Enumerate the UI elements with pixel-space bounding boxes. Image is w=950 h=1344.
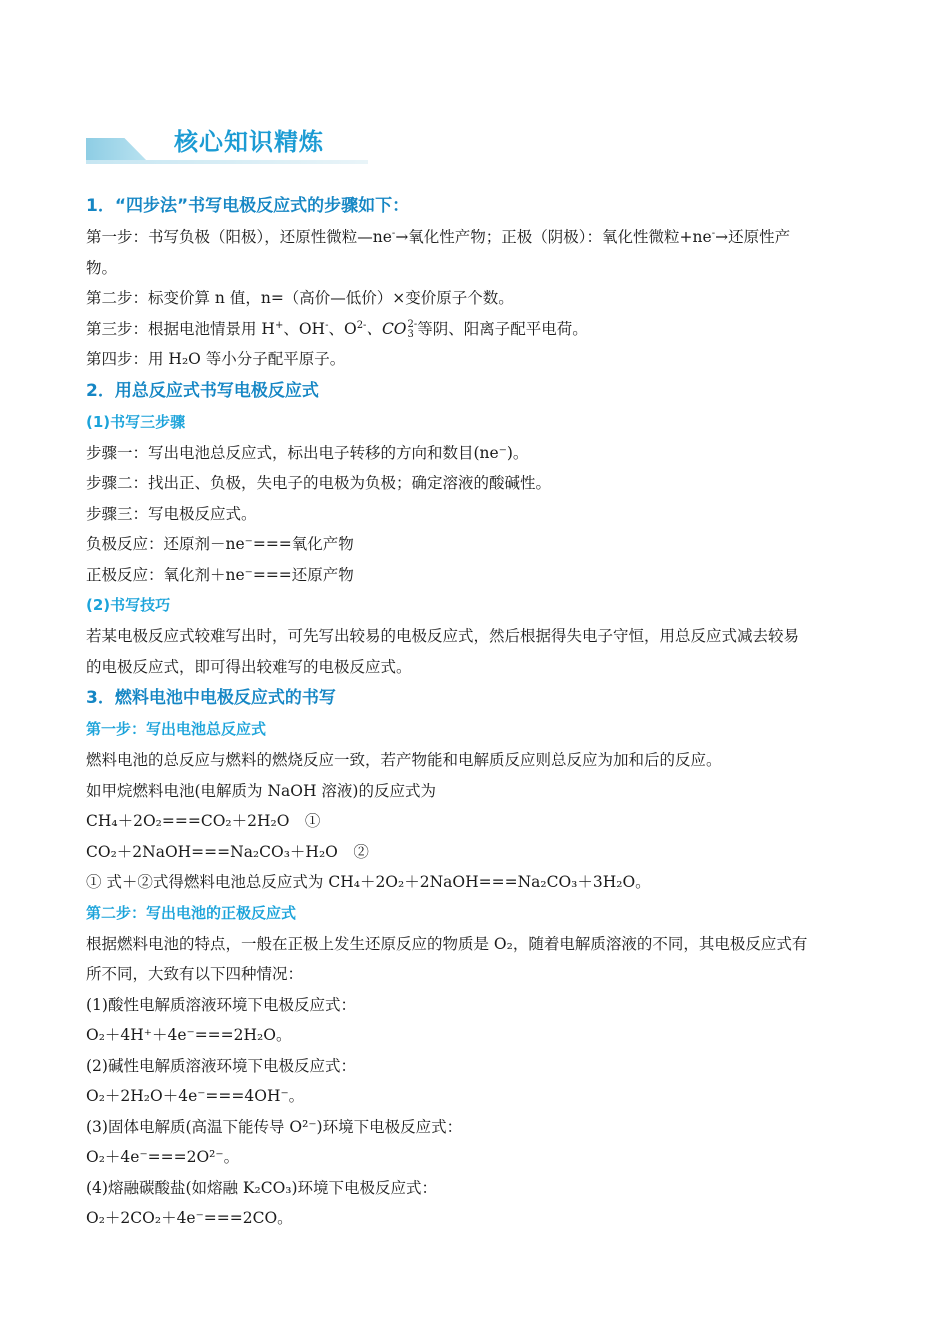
section2-lines1 [86, 438, 866, 591]
text-line: 步骤二：找出正、负极，失电子的电极为负极；确定溶液的酸碱性。 [86, 474, 552, 492]
step3-text-a: 第三步：根据电池情景用 H [86, 319, 275, 338]
text-line: 步骤三：写电极反应式。 [86, 504, 257, 523]
text-line: 的电极反应式，即可得出较难写的电极反应式。 [86, 657, 412, 676]
text-line: O₂＋2H₂O＋4e⁻===4OH⁻。 [86, 1087, 305, 1105]
section3-sub2: 第二步：写出电池的正极反应式 [86, 903, 297, 922]
text-line: CO₂＋2NaOH===Na₂CO₃＋H₂O ② [86, 842, 369, 861]
text-line: O₂＋4H⁺＋4e⁻===2H₂O。 [86, 1026, 292, 1044]
step1-line-cont: 物。 [86, 258, 118, 277]
step3-text-c: 、O [328, 319, 357, 338]
step3-sup-oh: - [325, 319, 329, 331]
text-line: O₂＋4e⁻===2O²⁻。 [86, 1148, 240, 1166]
step1-sup-a: - [391, 227, 396, 239]
text-line: (2)碱性电解质溶液环境下电极反应式： [86, 1056, 356, 1075]
section3-lines1 [86, 745, 866, 898]
step2-line: 第二步：标变价算 n 值，n=（高价—低价）×变价原子个数。 [86, 289, 514, 307]
text-line: 负极反应：还原剂－ne⁻===氧化产物 [86, 535, 354, 553]
step3-text-e: 等阴、阳离子配平电荷。 [417, 319, 588, 338]
step1-line [86, 222, 866, 253]
section2-heading: 2．用总反应式书写电极反应式 [86, 380, 319, 401]
banner-title: 核心知识精炼 [174, 128, 324, 156]
step1-sup-b: - [711, 227, 716, 239]
text-line: (3)固体电解质(高温下能传导 O²⁻)环境下电极反应式： [86, 1117, 463, 1136]
step3-sup-o: 2- [356, 319, 367, 331]
banner-underline [86, 160, 368, 164]
step3-sup-h: + [274, 319, 284, 331]
text-line: 正极反应：氧化剂＋ne⁻===还原产物 [86, 565, 354, 584]
text-line: CH₄＋2O₂===CO₂＋2H₂O ① [86, 812, 321, 830]
section2-sub1: (1)书写三步骤 [86, 412, 186, 431]
main-content [86, 190, 866, 1234]
section-banner [86, 128, 368, 164]
text-line: O₂＋2CO₂＋4e⁻===2CO。 [86, 1209, 293, 1227]
text-line: ① 式＋②式得燃料电池总反应式为 CH₄＋2O₂＋2NaOH===Na₂CO₃＋3H₂O。 [86, 873, 651, 891]
step1-text-a: 第一步：书写负极（阳极），还原性微粒—ne [86, 228, 392, 246]
text-line: 步骤一：写出电池总反应式，标出电子转移的方向和数目(ne⁻)。 [86, 443, 529, 462]
step3-text-b: 、OH [283, 319, 326, 338]
step3-co3-charge: 2- 3 [407, 318, 418, 340]
step1-text-b: →氧化性产物；正极（阴极）：氧化性微粒+ne [395, 228, 712, 246]
section2-lines2 [86, 621, 866, 682]
section1-heading: 1．“四步法”书写电极反应式的步骤如下： [86, 196, 410, 216]
step3-line [86, 314, 866, 345]
step1-text-c: →还原性产 [715, 228, 791, 246]
step3-text-co3: 、CO [366, 319, 407, 338]
text-line: 如甲烷燃料电池(电解质为 NaOH 溶液)的反应式为 [86, 781, 436, 800]
section3-sub1: 第一步：写出电池总反应式 [86, 720, 267, 738]
section2-sub2: (2)书写技巧 [86, 596, 171, 614]
text-line: (1)酸性电解质溶液环境下电极反应式： [86, 995, 356, 1014]
section3-lines2 [86, 929, 866, 1234]
text-line: 根据燃料电池的特点，一般在正极上发生还原反应的物质是 O₂，随着电解质溶液的不同，其电极反应式有 [86, 934, 808, 953]
text-line: 燃料电池的总反应与燃料的燃烧反应一致，若产物能和电解质反应则总反应为加和后的反应。 [86, 751, 722, 769]
section3-heading: 3．燃料电池中电极反应式的书写 [86, 688, 336, 708]
text-line: 所不同，大致有以下四种情况： [86, 965, 304, 983]
step4-line: 第四步：用 H₂O 等小分子配平原子。 [86, 350, 346, 368]
banner-shape [86, 138, 148, 162]
text-line: 若某电极反应式较难写出时，可先写出较易的电极反应式，然后根据得失电子守恒，用总反应式减去较易 [86, 627, 800, 645]
text-line: (4)熔融碳酸盐(如熔融 K₂CO₃)环境下电极反应式： [86, 1178, 438, 1197]
